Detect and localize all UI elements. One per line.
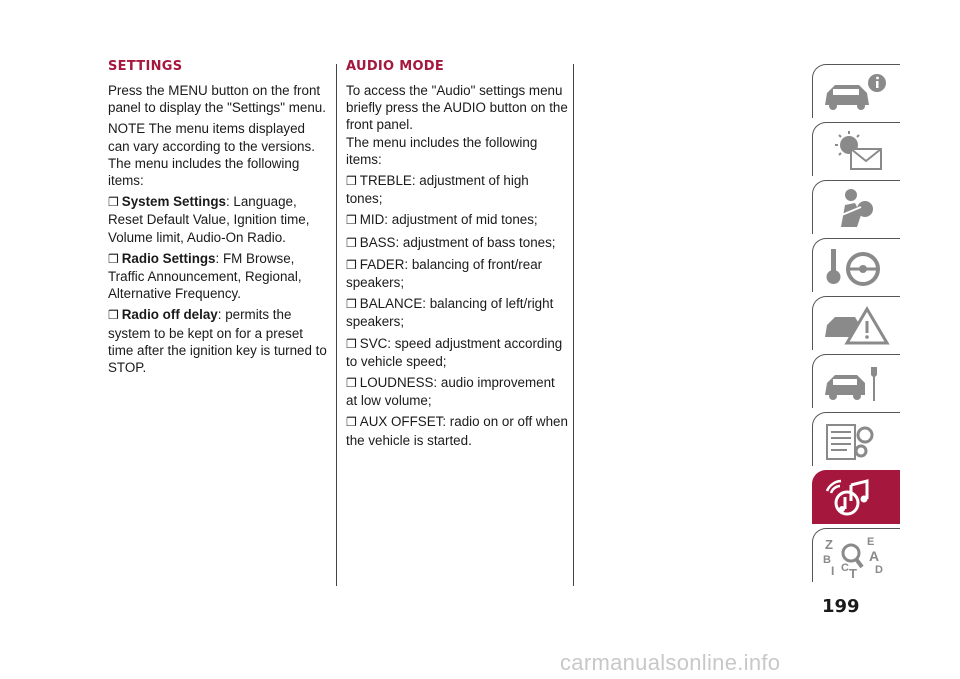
index-letter: D: [875, 564, 883, 576]
list-item: [346, 234, 568, 252]
tab-multimedia[interactable]: [812, 470, 900, 524]
tab-emergency[interactable]: [812, 296, 900, 350]
key-steering-wheel-icon: [821, 245, 893, 289]
checkbox-bullet-icon: ❒: [346, 235, 357, 250]
settings-includes: The menu includes the following items:: [108, 155, 300, 189]
checkbox-bullet-icon: ❒: [346, 336, 357, 351]
list-item: [108, 306, 330, 376]
settings-intro: Press the MENU button on the front panel to display the "Settings" menu.: [108, 83, 326, 116]
airbag-person-icon: [821, 187, 893, 231]
checkbox-bullet-icon: ❒: [346, 257, 357, 272]
multimedia-music-icon: [821, 477, 893, 521]
list-item: [346, 335, 568, 370]
page-number: 199: [822, 596, 860, 617]
item-text: : FM Browse, Traffic Announcement, Regional, Alternative Frequency.: [108, 250, 302, 302]
item-text: : Language, Reset Default Value, Ignition time, Volume limit, Audio-On Radio.: [108, 194, 310, 245]
list-item: [346, 211, 568, 229]
audio-mode-intro: To access the "Audio" settings menu briefly press the AUDIO button on the front panel.: [346, 83, 568, 133]
checkbox-bullet-icon: ❒: [346, 297, 357, 312]
item-text: SVC: speed adjustment according to vehicle speed;: [346, 335, 563, 369]
item-text: BASS: adjustment of bass tones;: [359, 234, 556, 250]
list-item: [346, 256, 568, 291]
tab-car-info[interactable]: [812, 64, 900, 118]
list-item: [108, 193, 330, 246]
item-text: AUX OFFSET: radio on or off when the vehicle is started.: [346, 414, 568, 448]
car-info-icon: [821, 71, 893, 115]
index-letter: Z: [825, 537, 833, 552]
index-letter: C: [841, 562, 849, 574]
index-letter: I: [831, 564, 835, 578]
settings-heading: SETTINGS: [108, 59, 183, 74]
item-title: Radio off delay: [121, 307, 218, 323]
column-divider: [573, 64, 574, 586]
list-item: [346, 413, 568, 448]
item-text: : permits the system to be kept on for a preset time after the ignition key is turned to STOP.: [108, 307, 327, 376]
checkbox-bullet-icon: ❒: [108, 195, 119, 210]
checkbox-bullet-icon: ❒: [346, 174, 357, 189]
item-text: FADER: balancing of front/rear speakers;: [346, 256, 543, 291]
list-gears-icon: [821, 419, 893, 463]
column-divider: [336, 64, 337, 586]
list-item: [346, 295, 568, 330]
tab-servicing[interactable]: [812, 354, 900, 408]
tab-safety[interactable]: [812, 180, 900, 234]
checkbox-bullet-icon: ❒: [346, 415, 357, 430]
tab-starting-driving[interactable]: [812, 238, 900, 292]
item-text: LOUDNESS: audio improvement at low volume;: [346, 375, 555, 409]
tab-index[interactable]: [812, 528, 900, 582]
item-text: MID: adjustment of mid tones;: [359, 212, 538, 228]
tab-technical-data[interactable]: [812, 412, 900, 466]
checkbox-bullet-icon: ❒: [346, 213, 357, 228]
index-letter: A: [869, 548, 880, 564]
audio-mode-includes: The menu includes the following items:: [346, 134, 538, 167]
list-item: [108, 250, 330, 303]
audio-mode-column: [346, 58, 568, 453]
tab-lights-messages[interactable]: [812, 122, 900, 176]
watermark: carmanualsonline.info: [560, 650, 781, 675]
item-text: BALANCE: balancing of left/right speakers;: [346, 296, 554, 330]
settings-column: [108, 58, 330, 380]
index-letter: E: [867, 536, 875, 548]
chapter-tabs: [812, 64, 900, 586]
checkbox-bullet-icon: ❒: [108, 251, 119, 266]
index-letter: T: [849, 566, 857, 579]
checkbox-bullet-icon: ❒: [346, 376, 357, 391]
index-letter: B: [823, 554, 831, 566]
audio-mode-heading: AUDIO MODE: [346, 59, 445, 74]
settings-note: NOTE The menu items displayed can vary according to the versions.: [108, 121, 315, 154]
checkbox-bullet-icon: ❒: [108, 308, 119, 323]
item-title: Radio Settings: [121, 250, 216, 266]
car-warning-icon: [821, 303, 893, 347]
alphabetical-index-icon: [821, 535, 893, 579]
item-title: System Settings: [121, 194, 226, 210]
list-item: [346, 374, 568, 409]
list-item: [346, 172, 568, 207]
item-text: TREBLE: adjustment of high tones;: [346, 173, 529, 207]
car-wrench-icon: [821, 361, 893, 405]
light-envelope-icon: [821, 129, 893, 173]
